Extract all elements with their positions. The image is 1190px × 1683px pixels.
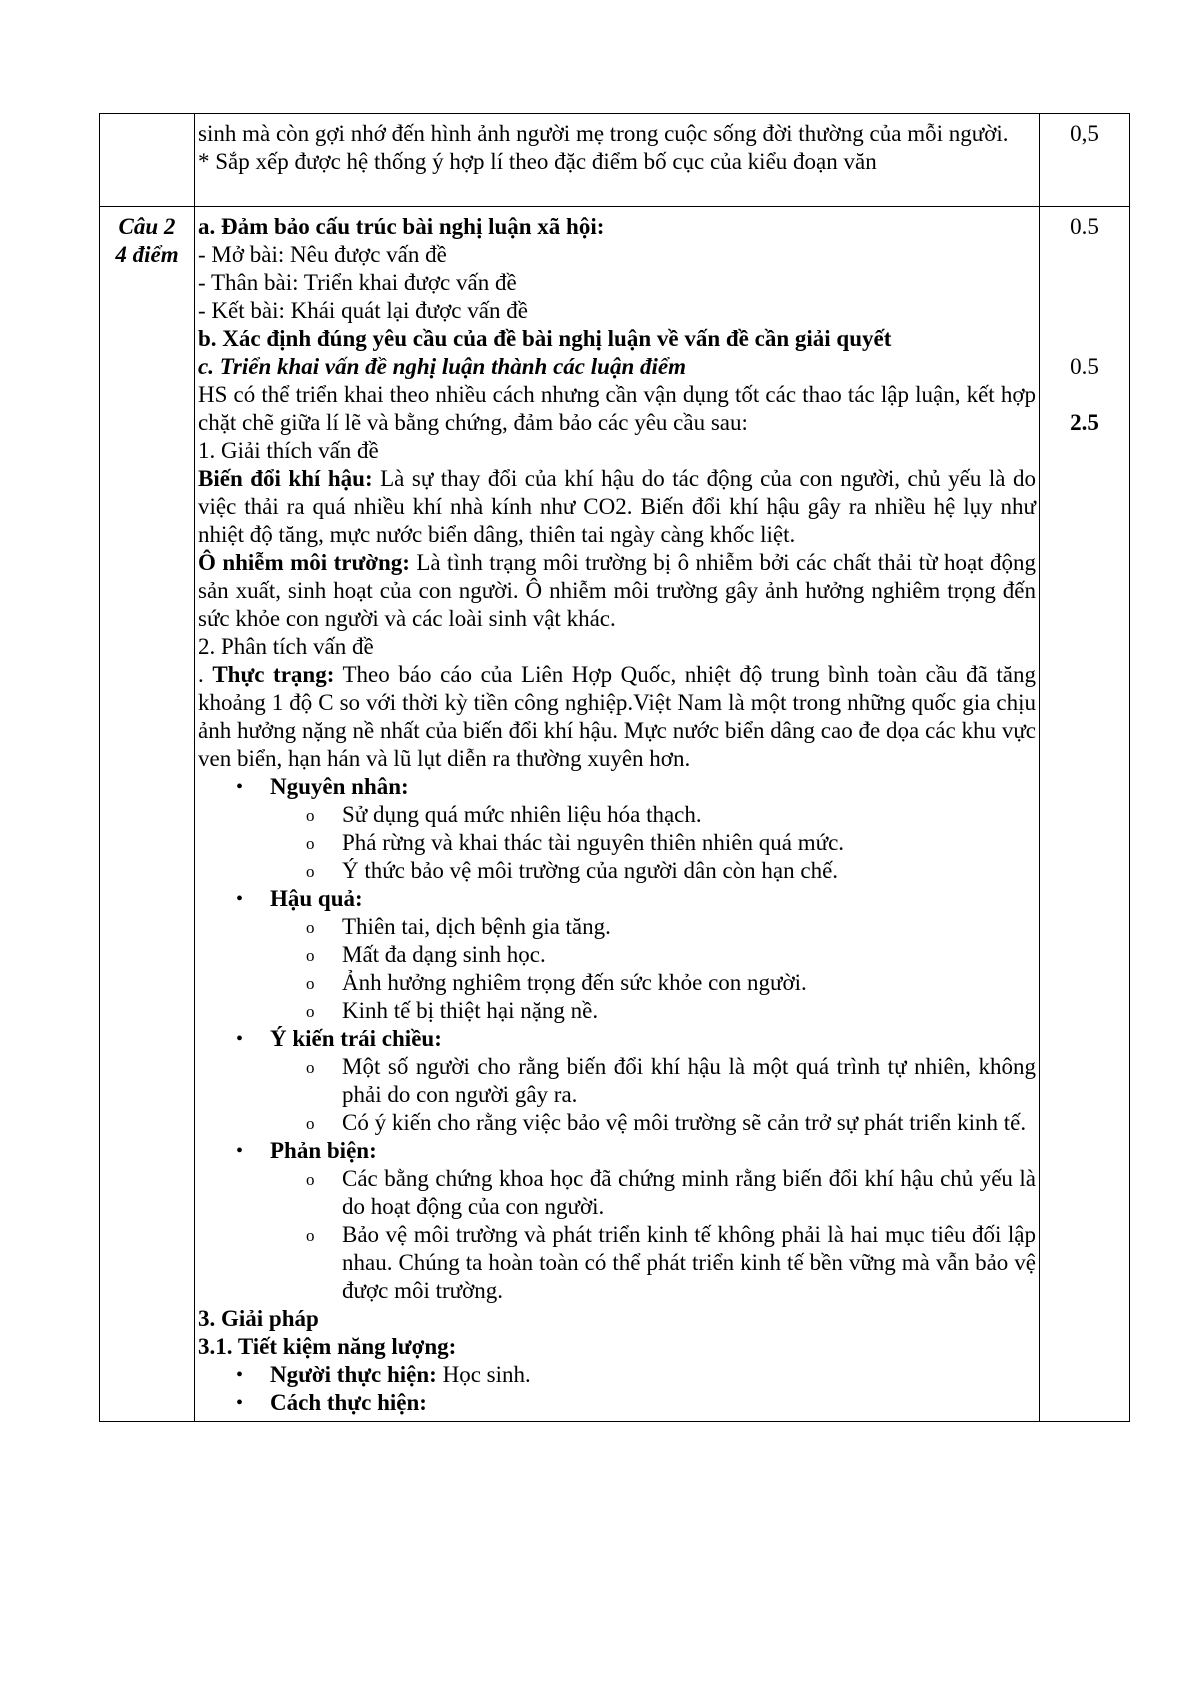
structure-item: - Thân bài: Triển khai được vấn đề (198, 270, 517, 295)
list-item: o Sử dụng quá mức nhiên liệu hóa thạch. (198, 801, 1036, 829)
solution-list (198, 1361, 1036, 1417)
question-label-cell (100, 207, 195, 1422)
content-line: sinh mà còn gợi nhớ đến hình ảnh người mẹ trong cuộc sống đời thường của mỗi người. (198, 121, 1009, 146)
table-row (100, 207, 1130, 1422)
list-item: o Kinh tế bị thiệt hại nặng nề. (198, 997, 1036, 1025)
score-value: 0.5 (1070, 214, 1099, 239)
list-item: • Phản biện: (198, 1137, 1036, 1165)
list-item: o Có ý kiến cho rằng việc bảo vệ môi trường sẽ cản trở sự phát triển kinh tế. (198, 1109, 1036, 1137)
score-value: 2.5 (1070, 410, 1099, 435)
score-cell (1040, 114, 1130, 207)
list-item: o Thiên tai, dịch bệnh gia tăng. (198, 913, 1036, 941)
structure-item: - Mở bài: Nêu được vấn đề (198, 242, 447, 267)
list-item: • Cách thực hiện: (198, 1389, 1036, 1417)
sub-list (198, 1165, 1036, 1305)
score-value: 0,5 (1070, 121, 1099, 146)
sub-list (198, 801, 1036, 885)
section-1-title: 1. Giải thích vấn đề (198, 438, 379, 463)
list-item: o Ý thức bảo vệ môi trường của người dân còn hạn chế. (198, 857, 1036, 885)
sub-list (198, 1053, 1036, 1137)
question-number: Câu 2 (118, 214, 176, 239)
score-value: 0.5 (1070, 354, 1099, 379)
section-2-title: 2. Phân tích vấn đề (198, 634, 374, 659)
list-item: • Người thực hiện: Học sinh. (198, 1361, 1036, 1389)
list-item: o Ảnh hưởng nghiêm trọng đến sức khỏe con người. (198, 969, 1036, 997)
list-item: o Mất đa dạng sinh học. (198, 941, 1036, 969)
section-3-title: 3. Giải pháp (198, 1306, 319, 1331)
analysis-list (198, 773, 1036, 801)
content-cell (195, 207, 1040, 1422)
section-a-heading: a. Đảm bảo cấu trúc bài nghị luận xã hội: (198, 214, 605, 239)
section-b-heading: b. Xác định đúng yêu cầu của đề bài nghị luận về vấn đề cần giải quyết (198, 326, 892, 351)
content-line: * Sắp xếp được hệ thống ý hợp lí theo đặc điểm bố cục của kiểu đoạn văn (198, 149, 877, 174)
question-points: 4 điểm (115, 242, 179, 267)
section-c-heading: c. Triển khai vấn đề nghị luận thành các luận điểm (198, 354, 686, 379)
list-item: • Hậu quả: (198, 885, 1036, 913)
list-item: o Một số người cho rằng biến đổi khí hậu là một quá trình tự nhiên, không phải do con người gây ra. (198, 1053, 1036, 1109)
answer-key-table (99, 113, 1130, 1422)
question-label-cell (100, 114, 195, 207)
list-item: • Ý kiến trái chiều: (198, 1025, 1036, 1053)
content-cell (195, 114, 1040, 207)
list-item: o Phá rừng và khai thác tài nguyên thiên nhiên quá mức. (198, 829, 1036, 857)
climate-definition: Biến đổi khí hậu: Là sự thay đổi của khí hậu do tác động của con người, chủ yếu là do việc thải ra quá nhiều khí nhà kính như CO2. Biến đổi khí hậu gây ra nhiều hệ lụy như nhiệt độ tăng, mực nước biển dâng, thiên tai ngày càng khốc liệt. (198, 466, 1036, 547)
table-row (100, 114, 1130, 207)
section-3-1-title: 3.1. Tiết kiệm năng lượng: (198, 1334, 457, 1359)
status-paragraph: . Thực trạng: Theo báo cáo của Liên Hợp Quốc, nhiệt độ trung bình toàn cầu đã tăng khoảng 1 độ C so với thời kỳ tiền công nghiệp.Việt Nam là một trong những quốc gia chịu ảnh hưởng nặng nề nhất của biến đổi khí hậu. Mực nước biển dâng cao đe dọa các khu vực ven biển, hạn hán và lũ lụt diễn ra thường xuyên hơn. (198, 662, 1037, 771)
pollution-definition: Ô nhiễm môi trường: Là tình trạng môi trường bị ô nhiễm bởi các chất thải từ hoạt động sản xuất, sinh hoạt của con người. Ô nhiễm môi trường gây ảnh hưởng nghiêm trọng đến sức khỏe con người và các loài sinh vật khác. (198, 550, 1036, 631)
list-item: o Bảo vệ môi trường và phát triển kinh tế không phải là hai mục tiêu đối lập nhau. Chúng ta hoàn toàn có thể phát triển kinh tế bền vững mà vẫn bảo vệ được môi trường. (198, 1221, 1036, 1305)
analysis-list (198, 885, 1036, 913)
analysis-list (198, 1025, 1036, 1053)
sub-list (198, 913, 1036, 1025)
score-cell (1040, 207, 1130, 1422)
intro-paragraph: HS có thể triển khai theo nhiều cách nhưng cần vận dụng tốt các thao tác lập luận, kết hợp chặt chẽ giữa lí lẽ và bằng chứng, đảm bảo các yêu cầu sau: (198, 382, 1036, 435)
structure-item: - Kết bài: Khái quát lại được vấn đề (198, 298, 528, 323)
list-item: o Các bằng chứng khoa học đã chứng minh rằng biến đổi khí hậu chủ yếu là do hoạt động của con người. (198, 1165, 1036, 1221)
list-item: • Nguyên nhân: (198, 773, 1036, 801)
analysis-list (198, 1137, 1036, 1165)
